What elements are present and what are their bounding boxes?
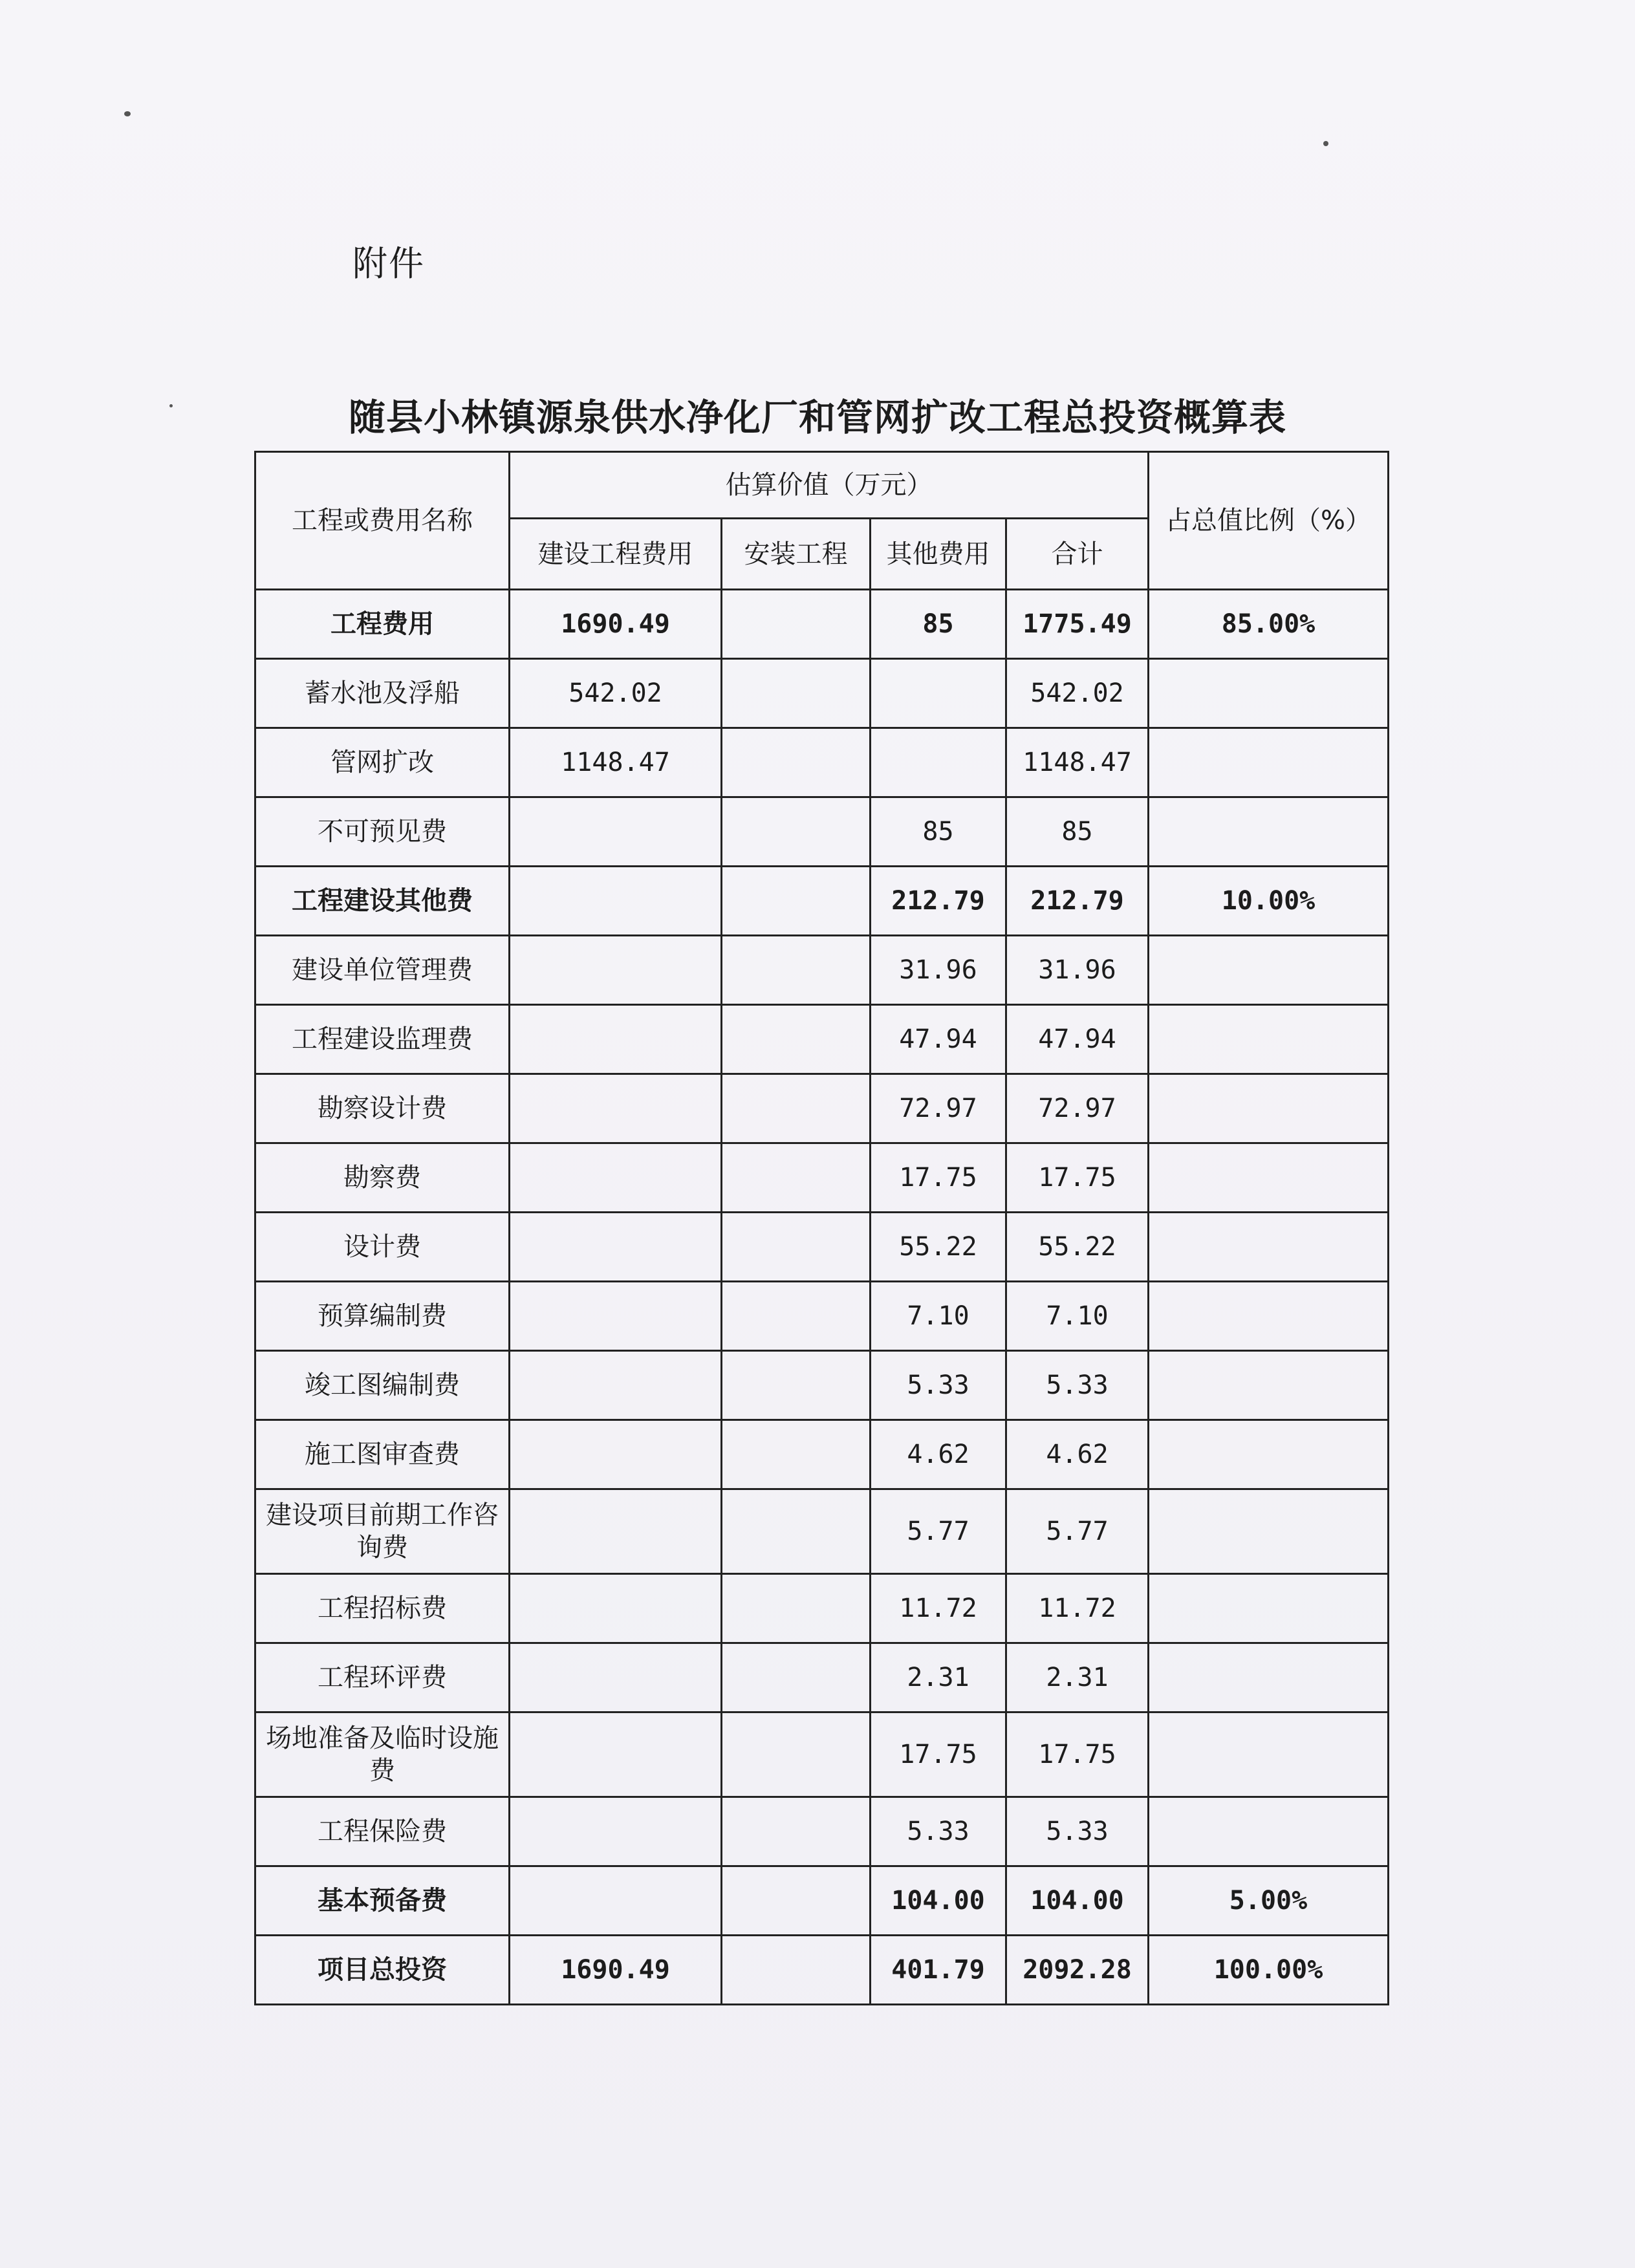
document-title: 随县小林镇源泉供水净化厂和管网扩改工程总投资概算表 (349, 396, 1286, 439)
cell-total: 7.10 (1006, 1282, 1149, 1351)
cell-construction-cost (510, 1143, 722, 1213)
cell-item-name: 勘察设计费 (255, 1074, 510, 1143)
scan-speck (1323, 141, 1328, 146)
cell-construction-cost (510, 1213, 722, 1282)
cell-construction-cost (510, 1005, 722, 1074)
cell-item-name: 竣工图编制费 (255, 1351, 510, 1420)
cell-ratio (1149, 797, 1389, 867)
cell-installation (722, 1143, 871, 1213)
cell-other-cost: 17.75 (871, 1143, 1006, 1213)
cell-ratio (1149, 1574, 1389, 1643)
cell-installation (722, 590, 871, 659)
cell-total: 5.33 (1006, 1797, 1149, 1866)
cell-other-cost (871, 659, 1006, 728)
header-ratio: 占总值比例（%） (1149, 452, 1389, 590)
cell-item-name: 工程环评费 (255, 1643, 510, 1712)
table-row (255, 728, 1389, 797)
cell-item-name: 设计费 (255, 1213, 510, 1282)
cell-total: 5.77 (1006, 1489, 1149, 1574)
cell-installation (722, 1074, 871, 1143)
cell-item-name: 施工图审查费 (255, 1420, 510, 1489)
cell-other-cost: 5.33 (871, 1797, 1006, 1866)
cell-installation (722, 867, 871, 936)
cell-total: 17.75 (1006, 1143, 1149, 1213)
cell-installation (722, 936, 871, 1005)
header-item-name: 工程或费用名称 (255, 452, 510, 590)
table-row (255, 1712, 1389, 1797)
cell-construction-cost (510, 1282, 722, 1351)
cell-item-name: 工程招标费 (255, 1574, 510, 1643)
cell-construction-cost (510, 1643, 722, 1712)
cell-other-cost: 2.31 (871, 1643, 1006, 1712)
cell-total: 542.02 (1006, 659, 1149, 728)
cell-other-cost: 55.22 (871, 1213, 1006, 1282)
cell-ratio (1149, 659, 1389, 728)
table-row (255, 1074, 1389, 1143)
cell-other-cost: 47.94 (871, 1005, 1006, 1074)
cell-ratio: 5.00% (1149, 1866, 1389, 1936)
cell-construction-cost (510, 1489, 722, 1574)
cell-installation (722, 1866, 871, 1936)
investment-budget-table (254, 451, 1389, 2005)
table-row (255, 867, 1389, 936)
cell-total: 55.22 (1006, 1213, 1149, 1282)
table-row (255, 1420, 1389, 1489)
cell-installation (722, 1797, 871, 1866)
table-row (255, 659, 1389, 728)
table-row (255, 1866, 1389, 1936)
cell-installation (722, 1489, 871, 1574)
cell-total: 2092.28 (1006, 1936, 1149, 2005)
cell-installation (722, 1282, 871, 1351)
cell-item-name: 建设单位管理费 (255, 936, 510, 1005)
cell-other-cost: 31.96 (871, 936, 1006, 1005)
cell-total: 17.75 (1006, 1712, 1149, 1797)
cell-total: 85 (1006, 797, 1149, 867)
table-row (255, 1797, 1389, 1866)
cell-item-name: 管网扩改 (255, 728, 510, 797)
cell-item-name: 蓄水池及浮船 (255, 659, 510, 728)
cell-item-name: 工程建设其他费 (255, 867, 510, 936)
attachment-label: 附件 (352, 243, 425, 284)
cell-ratio (1149, 1213, 1389, 1282)
cell-construction-cost (510, 1712, 722, 1797)
cell-item-name: 勘察费 (255, 1143, 510, 1213)
table-row (255, 1489, 1389, 1574)
cell-ratio (1149, 1797, 1389, 1866)
cell-construction-cost: 1690.49 (510, 590, 722, 659)
table-row (255, 1643, 1389, 1712)
cell-total: 5.33 (1006, 1351, 1149, 1420)
header-construction-cost: 建设工程费用 (510, 519, 722, 590)
cell-other-cost: 104.00 (871, 1866, 1006, 1936)
table-row (255, 797, 1389, 867)
header-other-cost: 其他费用 (871, 519, 1006, 590)
cell-item-name: 工程费用 (255, 590, 510, 659)
table-row (255, 590, 1389, 659)
cell-construction-cost (510, 867, 722, 936)
cell-ratio (1149, 1643, 1389, 1712)
table-row (255, 1213, 1389, 1282)
table-row (255, 1005, 1389, 1074)
cell-total: 72.97 (1006, 1074, 1149, 1143)
cell-ratio (1149, 1143, 1389, 1213)
cell-construction-cost (510, 1574, 722, 1643)
cell-total: 212.79 (1006, 867, 1149, 936)
cell-installation (722, 1936, 871, 2005)
cell-item-name: 建设项目前期工作咨询费 (255, 1489, 510, 1574)
cell-ratio: 100.00% (1149, 1936, 1389, 2005)
cell-item-name: 工程建设监理费 (255, 1005, 510, 1074)
cell-other-cost: 17.75 (871, 1712, 1006, 1797)
cell-total: 47.94 (1006, 1005, 1149, 1074)
cell-construction-cost (510, 936, 722, 1005)
cell-construction-cost (510, 1797, 722, 1866)
scan-speck (124, 111, 131, 116)
cell-ratio: 10.00% (1149, 867, 1389, 936)
cell-other-cost: 401.79 (871, 1936, 1006, 2005)
table-row (255, 1143, 1389, 1213)
cell-installation (722, 1351, 871, 1420)
header-total: 合计 (1006, 519, 1149, 590)
cell-construction-cost (510, 1866, 722, 1936)
cell-construction-cost (510, 1074, 722, 1143)
cell-ratio (1149, 728, 1389, 797)
table-body (255, 590, 1389, 2005)
cell-other-cost: 85 (871, 590, 1006, 659)
cell-other-cost: 212.79 (871, 867, 1006, 936)
cell-ratio (1149, 1420, 1389, 1489)
cell-installation (722, 1420, 871, 1489)
table-row (255, 1351, 1389, 1420)
table-row (255, 1282, 1389, 1351)
cell-item-name: 不可预见费 (255, 797, 510, 867)
cell-installation (722, 1213, 871, 1282)
cell-installation (722, 1643, 871, 1712)
cell-ratio (1149, 1712, 1389, 1797)
cell-other-cost: 5.33 (871, 1351, 1006, 1420)
table-row (255, 1574, 1389, 1643)
cell-construction-cost (510, 797, 722, 867)
cell-total: 4.62 (1006, 1420, 1149, 1489)
cell-ratio (1149, 936, 1389, 1005)
table-row (255, 936, 1389, 1005)
header-installation: 安装工程 (722, 519, 871, 590)
cell-total: 31.96 (1006, 936, 1149, 1005)
cell-construction-cost (510, 1351, 722, 1420)
cell-installation (722, 1712, 871, 1797)
cell-installation (722, 1574, 871, 1643)
cell-item-name: 预算编制费 (255, 1282, 510, 1351)
cell-ratio (1149, 1489, 1389, 1574)
cell-item-name: 项目总投资 (255, 1936, 510, 2005)
cell-ratio (1149, 1351, 1389, 1420)
cell-total: 1148.47 (1006, 728, 1149, 797)
cell-total: 11.72 (1006, 1574, 1149, 1643)
cell-other-cost: 72.97 (871, 1074, 1006, 1143)
cell-ratio (1149, 1074, 1389, 1143)
cell-ratio (1149, 1282, 1389, 1351)
cell-other-cost: 5.77 (871, 1489, 1006, 1574)
cell-total: 2.31 (1006, 1643, 1149, 1712)
cell-installation (722, 728, 871, 797)
cell-installation (722, 797, 871, 867)
cell-item-name: 场地准备及临时设施费 (255, 1712, 510, 1797)
cell-ratio (1149, 1005, 1389, 1074)
cell-total: 1775.49 (1006, 590, 1149, 659)
cell-other-cost (871, 728, 1006, 797)
cell-other-cost: 7.10 (871, 1282, 1006, 1351)
cell-other-cost: 11.72 (871, 1574, 1006, 1643)
cell-installation (722, 659, 871, 728)
cell-item-name: 工程保险费 (255, 1797, 510, 1866)
cell-item-name: 基本预备费 (255, 1866, 510, 1936)
cell-other-cost: 85 (871, 797, 1006, 867)
cell-construction-cost: 1148.47 (510, 728, 722, 797)
cell-total: 104.00 (1006, 1866, 1149, 1936)
cell-installation (722, 1005, 871, 1074)
cell-construction-cost: 542.02 (510, 659, 722, 728)
table-row (255, 1936, 1389, 2005)
cell-construction-cost (510, 1420, 722, 1489)
cell-other-cost: 4.62 (871, 1420, 1006, 1489)
header-estimate-group: 估算价值（万元） (510, 452, 1149, 519)
cell-ratio: 85.00% (1149, 590, 1389, 659)
cell-construction-cost: 1690.49 (510, 1936, 722, 2005)
